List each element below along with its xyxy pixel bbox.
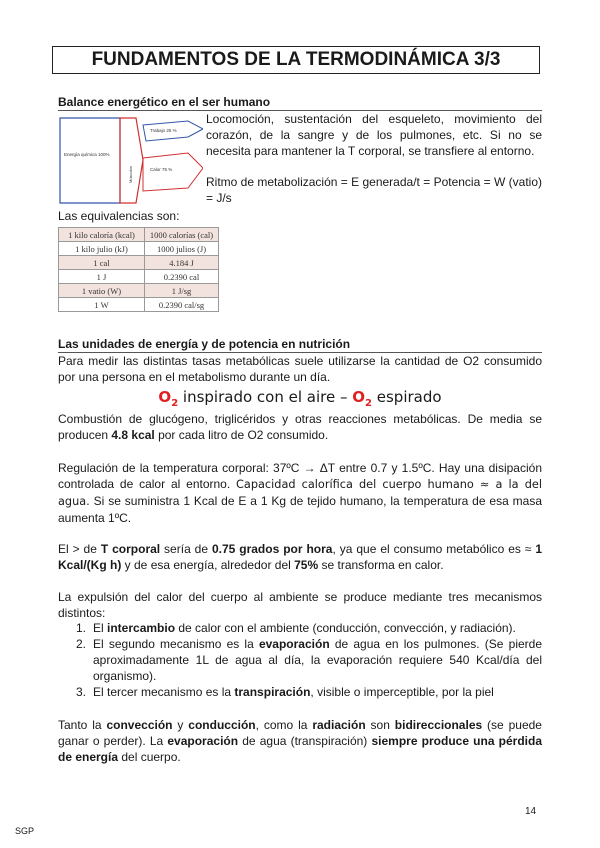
input-arrow — [60, 118, 120, 203]
list-item: 2. El segundo mecanismo es la evaporación de agua en los pulmones. (Se pierde aproximadamente 1L de agua al día, la evaporación requiere 540 Kcal/día del organismo). — [76, 637, 542, 683]
page-number: 14 — [525, 806, 537, 817]
table-row: 1 vatio (W) 1 J/sg — [59, 284, 219, 298]
heat-arrow — [143, 153, 203, 191]
equivalences-label: Las equivalencias son: — [58, 209, 180, 223]
table-row: 1 J 0.2390 cal — [59, 270, 219, 284]
section-heading-balance: Balance energético en el ser humano — [58, 95, 542, 111]
locomotion-paragraph: Locomoción, sustentación del esqueleto, movimiento del corazón, de la sangre y de los pulmones, etc. Si no se necesita para mantener la T corporal, se transfiere al entorno. — [206, 112, 542, 158]
list-item: 3. El tercer mecanismo es la transpiración, visible o imperceptible, por la piel — [76, 685, 494, 699]
input-label: Energía química 100% — [64, 152, 110, 157]
oxygen-formula: $O_2$ inspirado con el aire – $O_2$ espirado — [158, 388, 442, 409]
mechanisms-list — [76, 620, 542, 700]
expulsion-paragraph: La expulsión del calor del cuerpo al ambiente se produce mediante tres mecanismos distintos: — [58, 590, 542, 620]
regulation-paragraph: Regulación de la temperatura corporal: 37ºC → ΔT entre 0.7 y 1.5ºC. Hay una disipación controlada de calor al entorno. Capacidad calorífica del cuerpo humano ≈ a la del agua. Si se suministra 1 Kcal de E a 1 Kg de tejido humano, la temperatura de esa masa aumenta 1ºC. — [58, 461, 542, 525]
table-row: 1 kilo caloría (kcal) 1000 calorías (cal) — [59, 228, 219, 242]
conclusion-paragraph: Tanto la convección y conducción, como la radiación son bidireccionales (se puede ganar o perder). La evaporación de agua (transpiración) siempre produce una pérdida de energía del cuerpo. — [58, 718, 542, 764]
combustion-paragraph: Combustión de glucógeno, triglicéridos y otras reacciones metabólicas. De media se producen 4.8 kcal por cada litro de O2 consumido. — [58, 412, 542, 442]
footer-initials: SGP — [15, 826, 35, 836]
body-temperature-paragraph: El > de T corporal sería de 0.75 grados por hora, ya que el consumo metabólico es ≈ 1 Kcal/(Kg h) y de esa energía, alrededor del 75% se transforma en calor. — [58, 542, 543, 572]
page-title: FUNDAMENTOS DE LA TERMODINÁMICA 3/3 — [52, 46, 540, 74]
table-row: 1 kilo julio (kJ) 1000 julios (J) — [59, 242, 219, 256]
list-item: 1. El intercambio de calor con el ambiente (conducción, convección, y radiación). — [76, 621, 516, 635]
metabolic-rate-paragraph: Ritmo de metabolización = E generada/t = Potencia = W (vatio) = J/s — [206, 175, 542, 205]
heat-label: Calor 75 % — [150, 167, 173, 172]
middle-label: Músculos — [128, 166, 133, 183]
table-row: 1 cal 4.184 J — [59, 256, 219, 270]
energy-flow-diagram — [58, 113, 203, 208]
section-heading-units: Las unidades de energía y de potencia en nutrición — [58, 337, 542, 353]
equivalences-table — [58, 227, 219, 312]
intro-paragraph: Para medir las distintas tasas metabólicas suele utilizarse la cantidad de O2 consumido por una persona en el metabolismo durante un día. — [58, 354, 542, 384]
work-label: Trabajo 25 % — [150, 128, 177, 133]
table-row: 1 W 0.2390 cal/sg — [59, 298, 219, 312]
muscle-block — [120, 118, 143, 203]
